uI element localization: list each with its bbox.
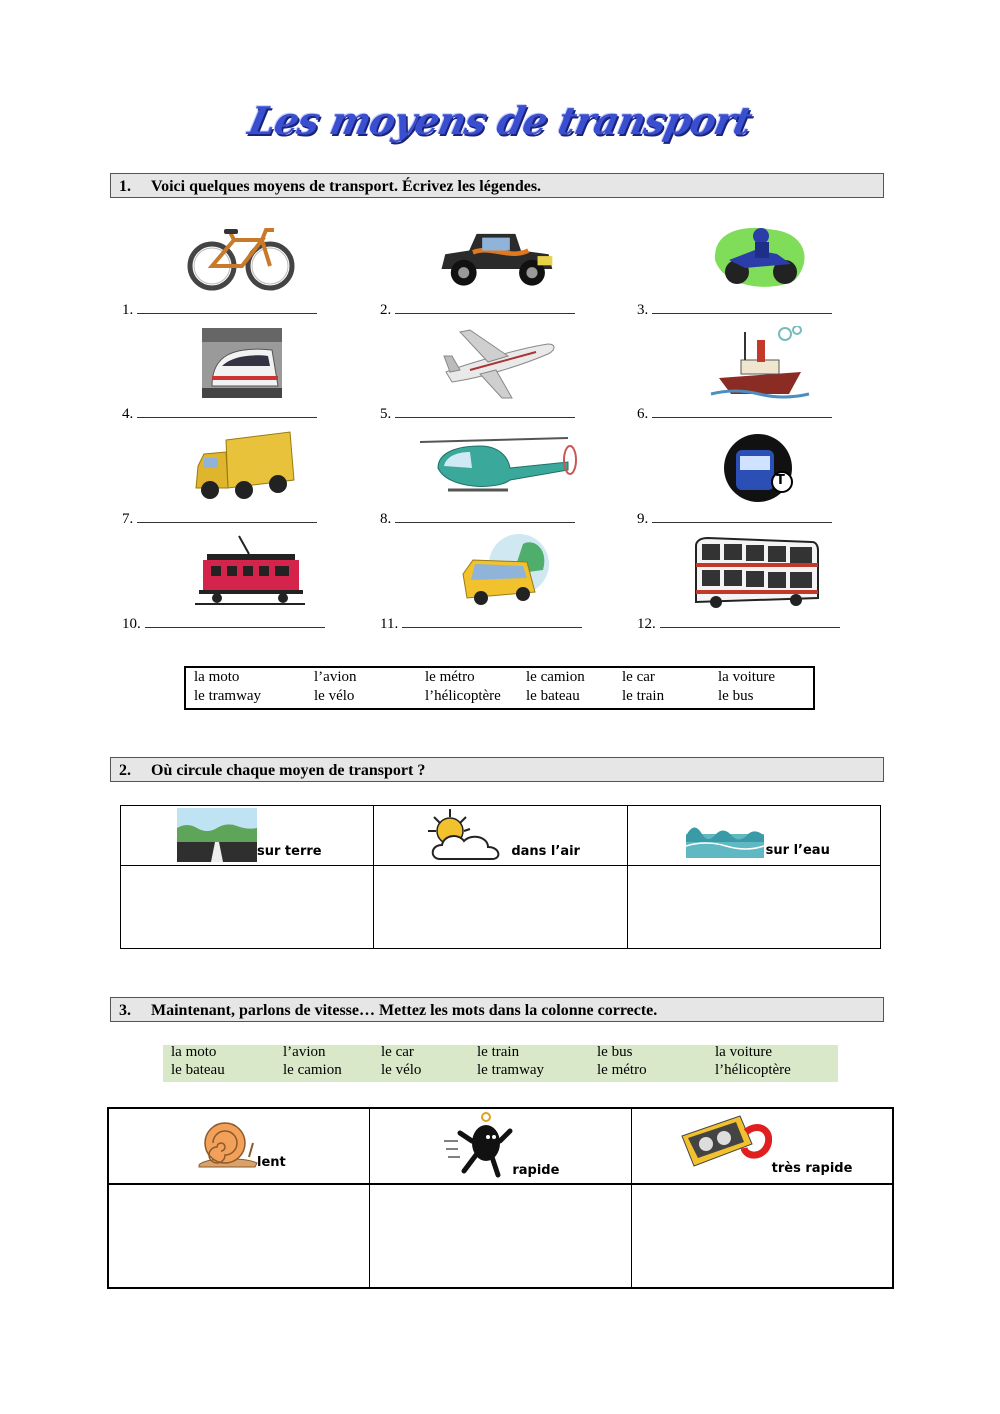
coach-icon xyxy=(448,534,568,608)
column-header-air xyxy=(374,806,627,866)
boat-icon xyxy=(700,326,820,400)
train-icon xyxy=(182,326,302,400)
word-bank-item: le camion xyxy=(283,1062,342,1078)
caption-8: 8. xyxy=(380,510,575,528)
caption-4: 4. xyxy=(122,405,317,423)
answer-line[interactable] xyxy=(395,405,575,418)
column-label: très rapide xyxy=(771,1161,853,1176)
word-bank-item: le car xyxy=(622,669,655,685)
sun-cloud-icon xyxy=(426,807,506,863)
answer-cell-fast[interactable] xyxy=(370,1184,631,1288)
caption-9: 9. xyxy=(637,510,832,528)
word-bank-item: le vélo xyxy=(381,1062,422,1078)
answer-line[interactable] xyxy=(137,405,317,418)
answer-line[interactable] xyxy=(145,615,325,628)
column-label: sur terre xyxy=(257,844,322,859)
word-bank-item: la moto xyxy=(194,669,240,685)
word-bank-item: l’hélicoptère xyxy=(715,1062,791,1078)
column-label: dans l’air xyxy=(511,844,580,859)
word-bank-1 xyxy=(184,666,815,710)
caption-3: 3. xyxy=(637,301,832,319)
caption-11: 11. xyxy=(380,615,582,633)
tramway-icon xyxy=(190,534,310,608)
section-2-header xyxy=(110,757,884,782)
column-header-water xyxy=(627,806,880,866)
location-table xyxy=(120,805,881,949)
answer-line[interactable] xyxy=(660,615,840,628)
caption-12: 12. xyxy=(637,615,840,633)
word-bank-item: le métro xyxy=(425,669,475,685)
section-number: 2. xyxy=(119,762,131,779)
word-bank-item: le bus xyxy=(597,1044,633,1060)
column-label: rapide xyxy=(512,1163,560,1178)
word-bank-item: le bateau xyxy=(526,688,580,704)
word-bank-item: le train xyxy=(477,1044,520,1060)
airplane-icon xyxy=(440,326,560,400)
metro-badge: T xyxy=(776,473,785,488)
caption-1: 1. xyxy=(122,301,317,319)
word-bank-item: l’hélicoptère xyxy=(425,688,501,704)
answer-line[interactable] xyxy=(395,301,575,314)
answer-line[interactable] xyxy=(402,615,582,628)
section-3-header xyxy=(110,997,884,1022)
word-bank-item: la voiture xyxy=(715,1044,773,1060)
word-bank-item: le car xyxy=(381,1044,414,1060)
word-bank-item: l’avion xyxy=(283,1044,326,1060)
snail-icon xyxy=(195,1115,259,1169)
word-bank-item: le tramway xyxy=(477,1062,545,1078)
column-label: sur l’eau xyxy=(765,843,830,858)
section-heading: Voici quelques moyens de transport. Écrivez les légendes. xyxy=(151,178,542,195)
section-number: 3. xyxy=(119,1002,131,1019)
column-label: lent xyxy=(257,1155,286,1170)
word-bank-item: le bateau xyxy=(171,1062,225,1078)
caption-7: 7. xyxy=(122,510,317,528)
answer-line[interactable] xyxy=(652,405,832,418)
helicopter-icon xyxy=(418,432,582,502)
truck-icon xyxy=(186,430,306,504)
column-header-very-fast xyxy=(631,1108,893,1184)
column-header-fast xyxy=(370,1108,631,1184)
word-bank-item: le vélo xyxy=(314,688,355,704)
word-bank-item: le camion xyxy=(526,669,585,685)
word-bank-item: le bus xyxy=(718,688,754,704)
bicycle-icon xyxy=(182,220,302,294)
answer-cell-land[interactable] xyxy=(121,866,374,949)
column-header-land xyxy=(121,806,374,866)
speedometer-icon xyxy=(680,1112,772,1168)
word-bank-3 xyxy=(163,1045,838,1082)
word-bank-item: le tramway xyxy=(194,688,262,704)
caption-2: 2. xyxy=(380,301,575,319)
answer-line[interactable] xyxy=(652,301,832,314)
metro-icon xyxy=(722,432,794,504)
worksheet-title: Les moyens de transport xyxy=(244,98,756,143)
bus-icon xyxy=(692,536,820,608)
column-header-slow xyxy=(108,1108,370,1184)
answer-line[interactable] xyxy=(137,510,317,523)
section-heading: Maintenant, parlons de vitesse… Mettez les mots dans la colonne correcte. xyxy=(151,1002,658,1019)
answer-cell-air[interactable] xyxy=(374,866,627,949)
word-bank-item: la voiture xyxy=(718,669,776,685)
running-man-icon xyxy=(442,1111,516,1179)
road-icon xyxy=(177,808,257,862)
caption-10: 10. xyxy=(122,615,325,633)
section-number: 1. xyxy=(119,178,131,195)
caption-6: 6. xyxy=(637,405,832,423)
answer-line[interactable] xyxy=(137,301,317,314)
word-bank-item: l’avion xyxy=(314,669,357,685)
answer-line[interactable] xyxy=(652,510,832,523)
answer-line[interactable] xyxy=(395,510,575,523)
section-1-header xyxy=(110,173,884,198)
word-bank-item: le train xyxy=(622,688,665,704)
car-icon xyxy=(436,220,556,294)
answer-cell-very-fast[interactable] xyxy=(631,1184,893,1288)
word-bank-item: le métro xyxy=(597,1062,647,1078)
speed-table xyxy=(107,1107,894,1289)
caption-5: 5. xyxy=(380,405,575,423)
word-bank-item: la moto xyxy=(171,1044,217,1060)
wave-icon xyxy=(686,820,764,858)
answer-cell-slow[interactable] xyxy=(108,1184,370,1288)
answer-cell-water[interactable] xyxy=(627,866,880,949)
motorbike-icon xyxy=(700,220,820,294)
section-heading: Où circule chaque moyen de transport ? xyxy=(151,762,426,779)
